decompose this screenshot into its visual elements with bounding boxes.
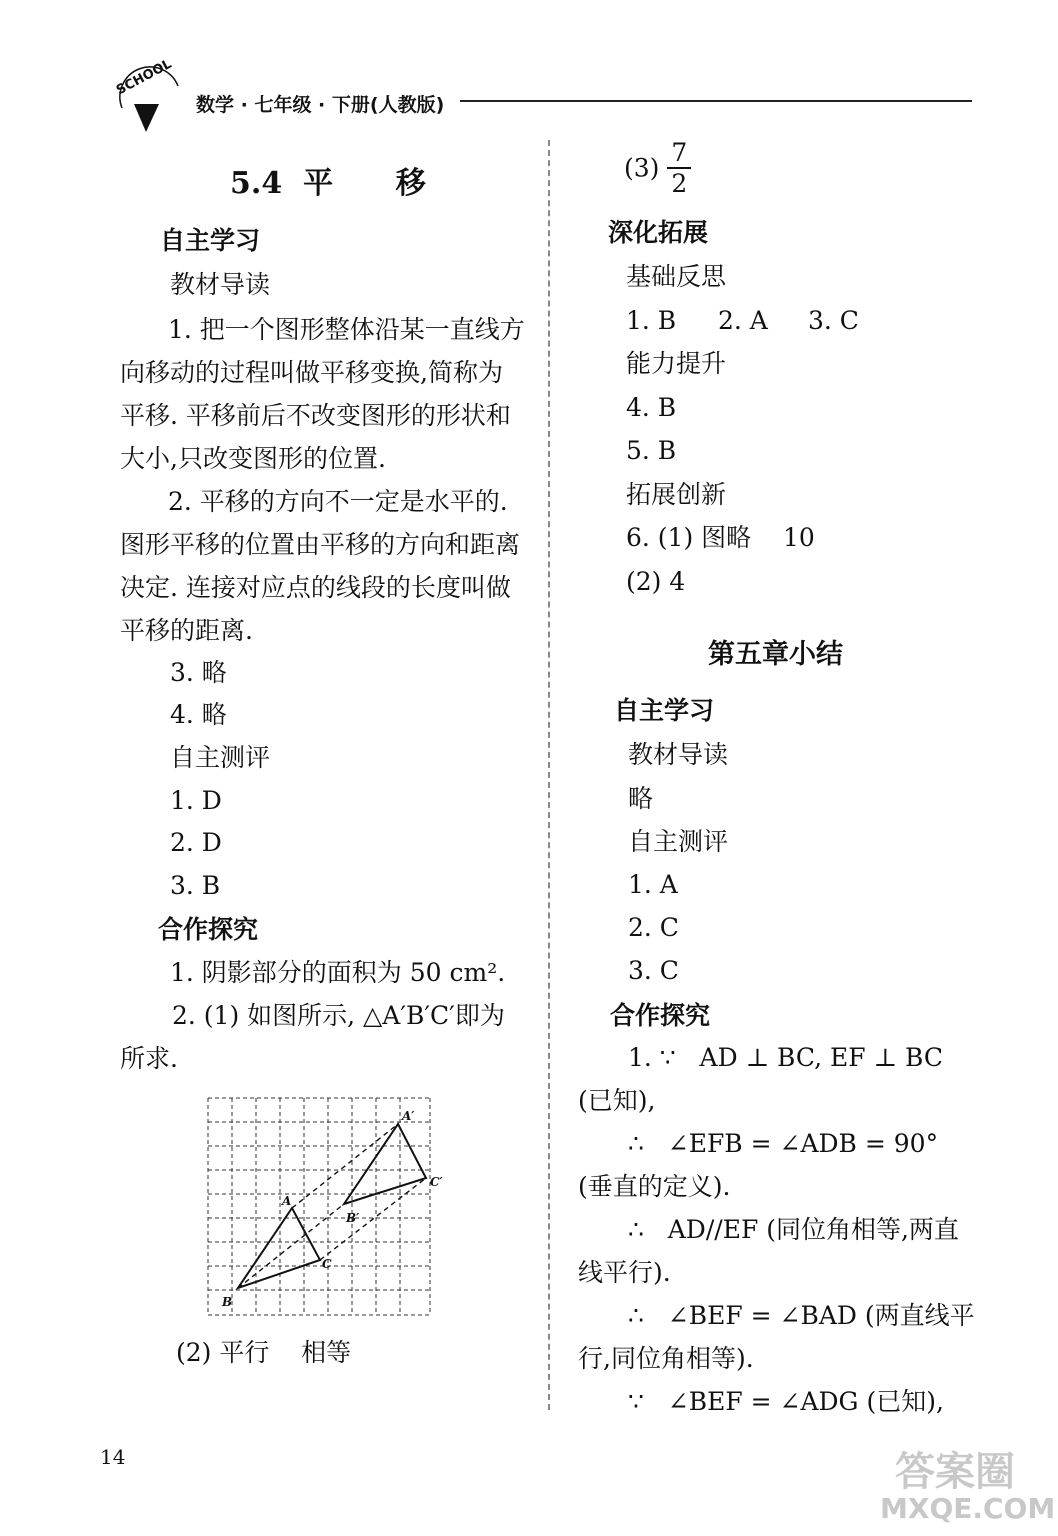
label-b: B (222, 1295, 233, 1309)
coop-answer-2: 2. (1) 如图所示, △A′B′C′即为所求. (120, 1001, 505, 1073)
page-number: 14 (100, 1445, 126, 1469)
logo-text: SCHOOL (114, 56, 175, 99)
subheading-self-test: 自主测评 (170, 743, 271, 772)
chapter-title: 第五章小结 (708, 639, 843, 670)
paragraph-2: 2. 平移的方向不一定是水平的. 图形平移的位置由平移的方向和距离决定. 连接对应点的线段的长度叫做平移的距离. (120, 487, 521, 645)
expand-answer-6: 6. (1) 图略 10 (626, 523, 815, 552)
label-b-prime: B′ (346, 1211, 360, 1225)
fraction-answer (624, 140, 691, 196)
heading-cooperative: 合作探究 (158, 915, 259, 944)
test-answer-3-r: 3. C (628, 956, 679, 985)
header-rule (460, 100, 972, 102)
subheading-reading-2: 教材导读 (628, 740, 729, 769)
proof-line-3: ∴ AD//EF (同位角相等,两直线平行). (578, 1215, 959, 1287)
subheading-reading: 教材导读 (170, 270, 271, 299)
column-divider (548, 140, 550, 1410)
coop-answer-2b: (2) 平行 相等 (176, 1338, 352, 1367)
fraction-prefix: (3) (624, 153, 660, 183)
test-answer-1-r: 1. A (628, 870, 678, 899)
heading-self-study: 自主学习 (160, 226, 261, 255)
expand-answer-6b: (2) 4 (626, 567, 686, 596)
basic-answer-1: 1. B (626, 306, 677, 335)
ability-answer-5: 5. B (626, 436, 677, 465)
basic-answer-3: 3. C (808, 306, 859, 335)
heading-deepen: 深化拓展 (608, 218, 709, 247)
reading-answer: 略 (628, 784, 654, 813)
fraction (667, 140, 691, 196)
ability-answer-4: 4. B (626, 393, 677, 422)
label-c: C (322, 1257, 332, 1271)
triangle-abc-prime (344, 1124, 426, 1204)
label-a-prime: A′ (402, 1109, 415, 1123)
book-title: 数学 · 七年级 · 下册(人教版) (196, 94, 445, 116)
test-answer-2-r: 2. C (628, 913, 679, 942)
subheading-expand: 拓展创新 (626, 480, 727, 509)
proof-line-4: ∴ ∠BEF = ∠BAD (两直线平行,同位角相等). (578, 1301, 975, 1373)
heading-self-study-2: 自主学习 (614, 696, 715, 725)
test-answer-2: 2. D (170, 828, 222, 857)
heading-cooperative-2: 合作探究 (610, 1001, 711, 1030)
section-title: 5.4 平 移 (230, 166, 426, 201)
fraction-numerator: 7 (667, 140, 691, 169)
test-answer-3: 3. B (170, 871, 221, 900)
paragraph-1: 1. 把一个图形整体沿某一直线方向移动的过程叫做平移变换,简称为平移. 平移前后不改变图形的形状和大小,只改变图形的位置. (120, 315, 525, 473)
proof-line-5: ∵ ∠BEF = ∠ADG (已知), (628, 1387, 944, 1416)
item-4: 4. 略 (170, 700, 227, 729)
subheading-basic: 基础反思 (626, 262, 727, 291)
coop-answer-1: 1. 阴影部分的面积为 50 cm². (170, 958, 506, 987)
watermark-bottom: MXQE.COM (880, 1492, 1056, 1525)
basic-answer-2: 2. A (718, 306, 768, 335)
proof-line-1: 1. ∵ AD ⊥ BC, EF ⊥ BC (已知), (578, 1043, 951, 1115)
label-a: A (282, 1194, 292, 1208)
subheading-self-test-2: 自主测评 (628, 827, 729, 856)
item-3: 3. 略 (170, 658, 227, 687)
watermark-top: 答案圈 (895, 1449, 1015, 1495)
translation-figure (200, 1090, 443, 1320)
label-c-prime: C′ (430, 1175, 443, 1189)
test-answer-1: 1. D (170, 786, 222, 815)
triangle-abc (238, 1208, 320, 1288)
proof-line-2: ∴ ∠EFB = ∠ADB = 90° (垂直的定义). (578, 1129, 947, 1201)
fraction-denominator: 2 (671, 169, 688, 198)
subheading-ability: 能力提升 (626, 349, 727, 378)
